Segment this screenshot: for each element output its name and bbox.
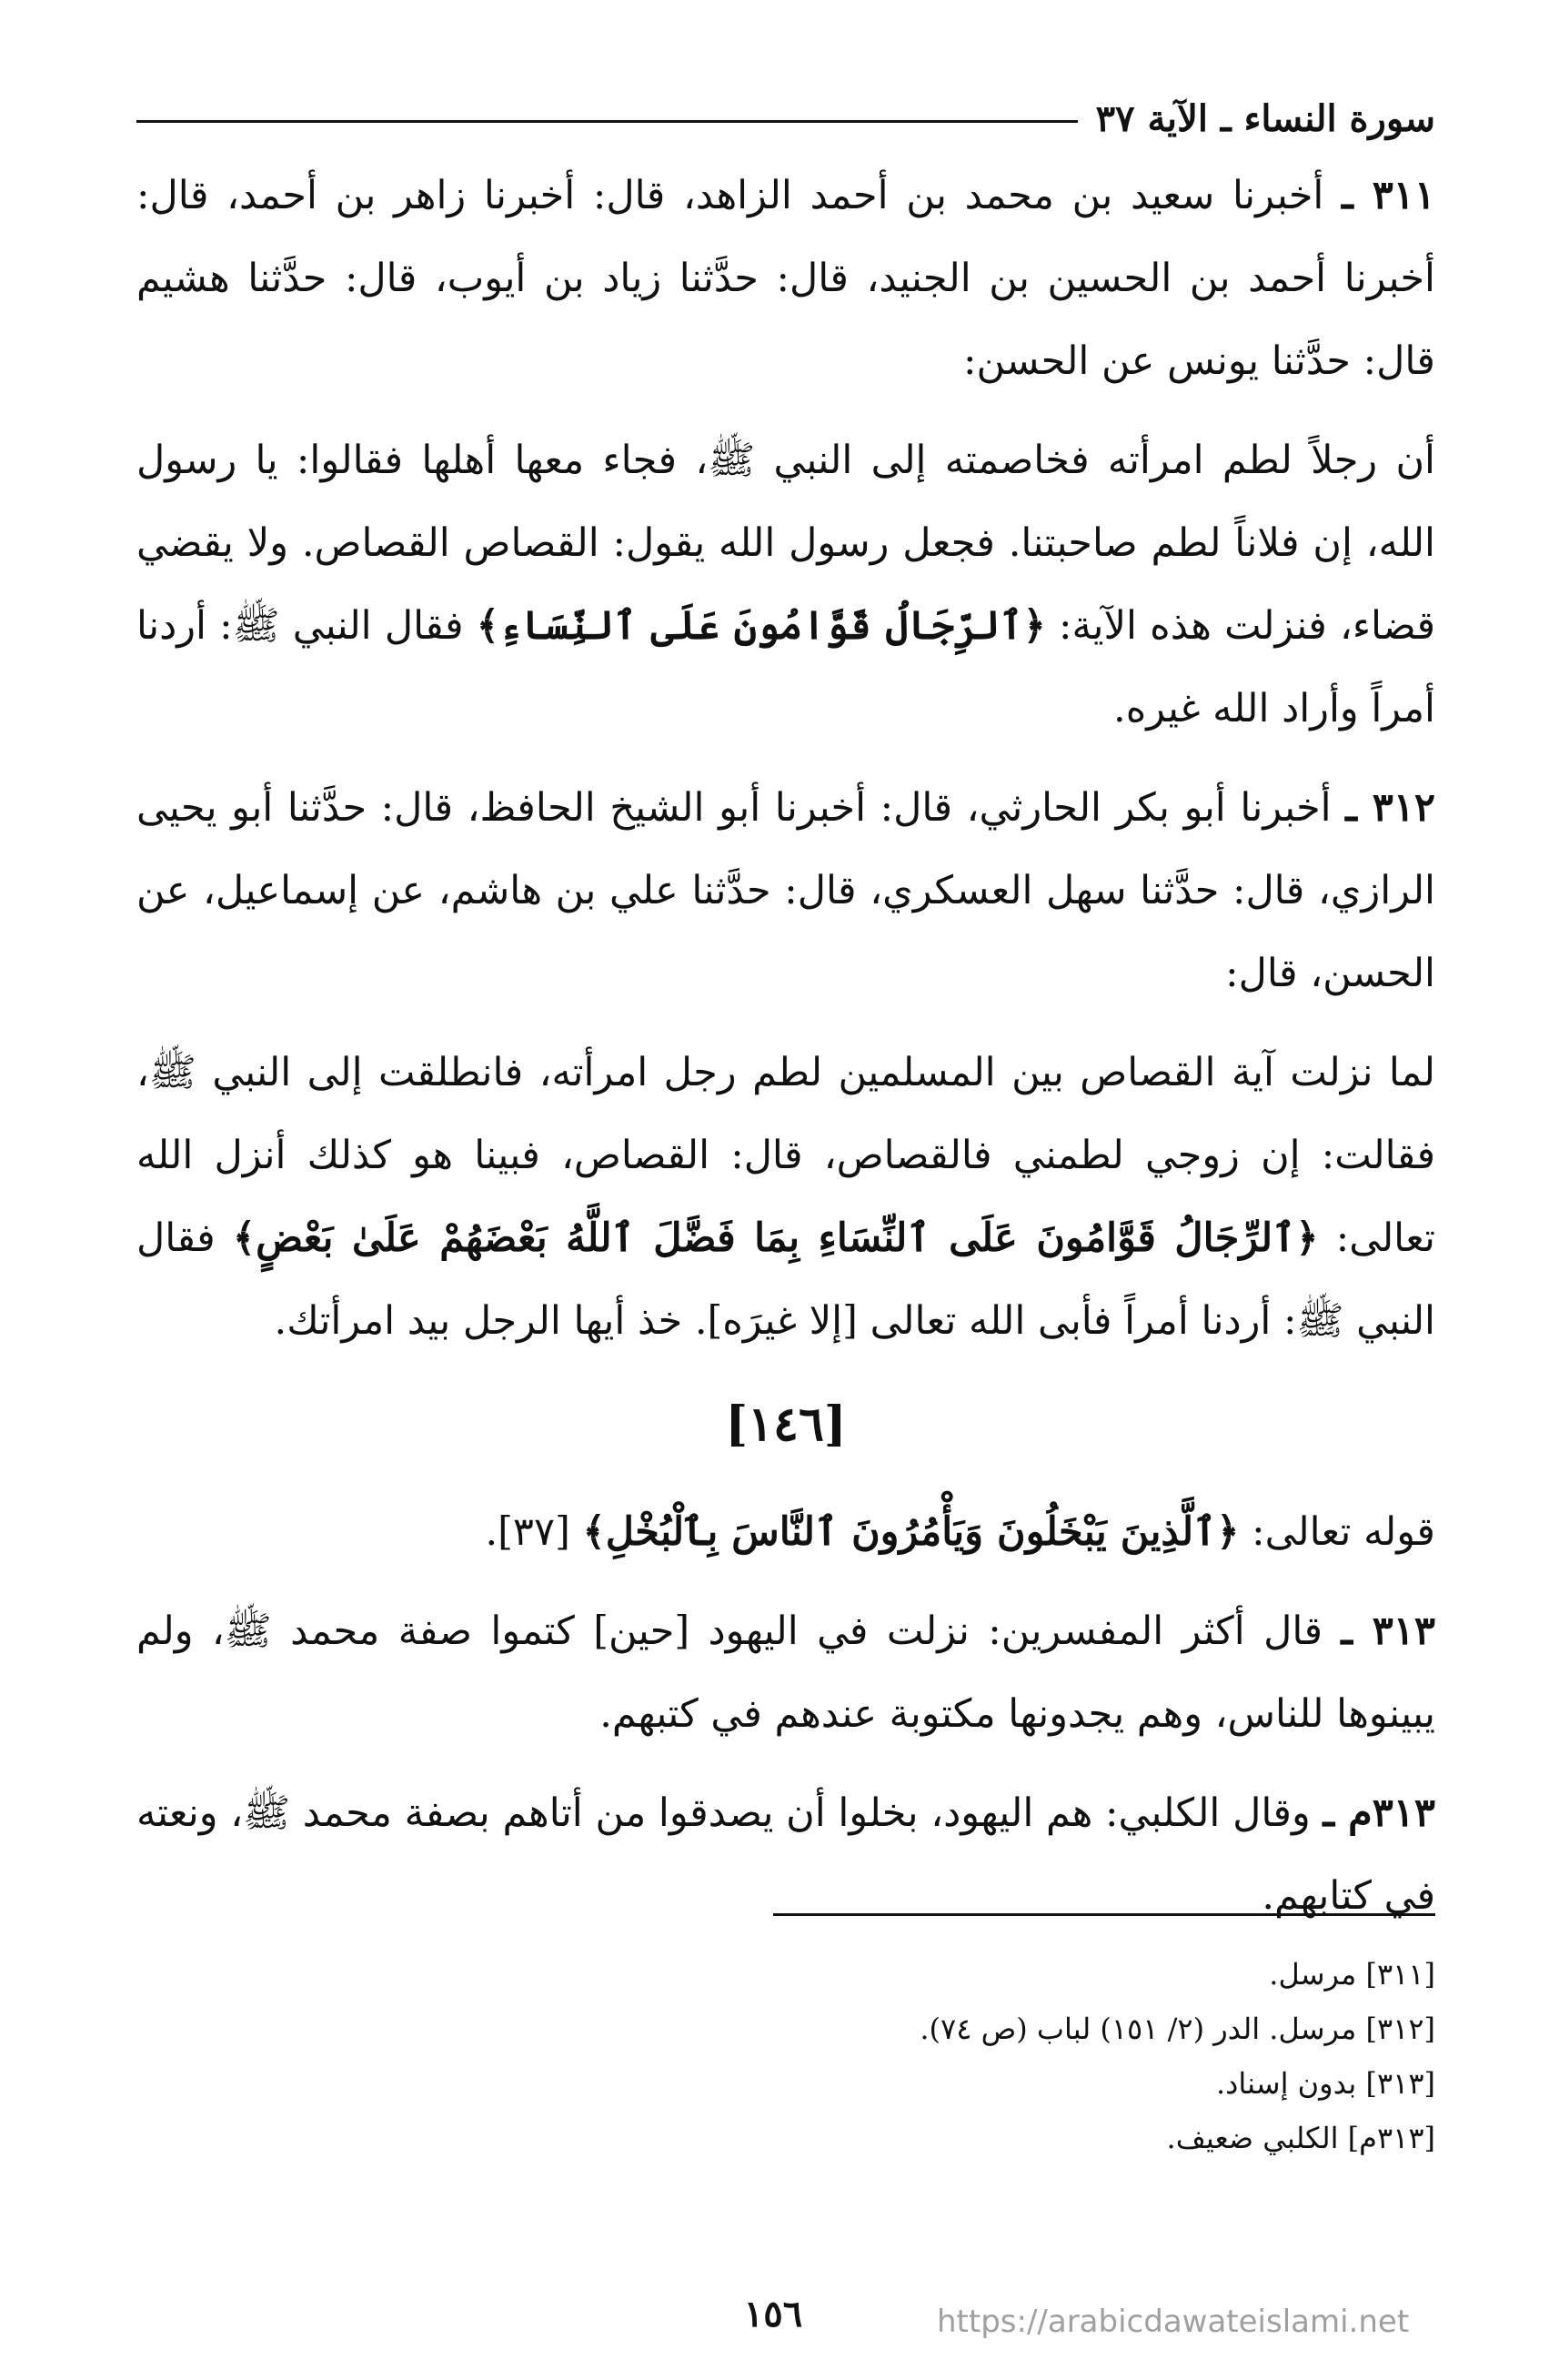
hadith-313 — [136, 1590, 1435, 1756]
running-header — [136, 91, 1435, 146]
hadith-number: ٣١٣ ـ — [1341, 1609, 1435, 1654]
footnote-item: [٣١٣] بدون إسناد. — [1215, 2066, 1435, 2101]
paragraph-text: لما نزلت آية القصاص بين المسلمين لطم رجل امرأته، فانطلقت إلى النبي ﷺ، فقالت: إن زوجي لطمني فالقصاص، قال: القصاص، فبينا هو كذلك أنزل الله تعالى: — [136, 1050, 1435, 1261]
quran-quote: ﴿ٱلرِّجَالُ قَوَّامُونَ عَلَى ٱلنِّسَاءِ بِمَا فَضَّلَ ٱللَّهُ بَعْضَهُمْ عَلَىٰ بَعْضٍ﴾ — [232, 1215, 1319, 1261]
footnote-item: [٣١١] مرسل. — [1269, 1957, 1435, 1992]
verse-heading — [136, 1491, 1435, 1574]
quran-quote: ﴿ٱلرِّجَالُ قَوَّامُونَ عَلَى ٱلنِّسَاءِ﴾ — [476, 603, 1046, 649]
hadith-number: ٣١٣م ـ — [1323, 1790, 1435, 1836]
page-number: ١٥٦ — [743, 2293, 803, 2335]
footnote-item: [٣١٣م] الكلبي ضعيف. — [1166, 2121, 1435, 2155]
section-number: [١٤٦] — [725, 1397, 847, 1452]
main-text — [136, 155, 1435, 1954]
header-rule — [136, 120, 1078, 123]
paragraph-text: أخبرنا سعيد بن محمد بن أحمد الزاهد، قال: أخبرنا زاهر بن أحمد، قال: أخبرنا أحمد بن الحسين بن الجنيد، قال: حدَّثنا زياد بن أيوب، قال: حدَّثنا هشيم قال: حدَّثنا يونس عن الحسن: — [136, 173, 1435, 384]
footnotes — [136, 1947, 1435, 2165]
paragraph-text: أخبرنا أبو بكر الحارثي، قال: أخبرنا أبو الشيخ الحافظ، قال: حدَّثنا أبو يحيى الرازي، قال: حدَّثنا سهل العسكري، قال: حدَّثنا علي بن هاشم، عن إسماعيل، عن الحسن، قال: — [136, 785, 1435, 996]
hadith-311-matn — [136, 419, 1435, 751]
paragraph-text: فقال النبي ﷺ: أردنا أمراً فأبى الله تعالى [إلا غيرَه]. خذ أيها الرجل بيد امرأتك. — [136, 1215, 1435, 1344]
paragraph-text: وقال الكلبي: هم اليهود، بخلوا أن يصدقوا من أتاهم بصفة محمد ﷺ، ونعته في كتابهم. — [136, 1790, 1435, 1919]
watermark-url: https://arabicdawateislami.net — [937, 2304, 1410, 2340]
hadith-311-isnad — [136, 155, 1435, 403]
footnote-item: [٣١٢] مرسل. الدر (٢/ ١٥١) لباب (ص ٧٤). — [920, 2012, 1435, 2046]
paragraph-text: فقال النبي ﷺ: أردنا أمراً وأراد الله غيره. — [136, 603, 1435, 731]
quran-verse: ﴿ٱلَّذِينَ يَبْخَلُونَ وَيَأْمُرُونَ ٱلنَّاسَ بِٱلْبُخْلِ﴾ — [582, 1509, 1240, 1555]
footnote-separator — [773, 1913, 1435, 1916]
hadith-number: ٣١١ ـ — [1342, 173, 1435, 218]
hadith-312-isnad — [136, 767, 1435, 1015]
verse-intro: قوله تعالى: — [1252, 1509, 1435, 1555]
paragraph-text: أن رجلاً لطم امرأته فخاصمته إلى النبي ﷺ، فجاء معها أهلها فقالوا: يا رسول الله، إن فلاناً لطم صاحبتنا. فجعل رسول الله يقول: القصاص القصاص. ولا يقضي قضاء، فنزلت هذه الآية: — [136, 438, 1436, 649]
hadith-number: ٣١٢ ـ — [1345, 785, 1436, 831]
verse-reference: [٣٧]. — [485, 1509, 570, 1555]
paragraph-text: قال أكثر المفسرين: نزلت في اليهود [حين] كتموا صفة محمد ﷺ، ولم يبينوها للناس، وهم يجدونها مكتوبة عندهم في كتبهم. — [136, 1609, 1435, 1737]
hadith-312-matn — [136, 1032, 1435, 1363]
running-title: سورة النساء ـ الآية ٣٧ — [1095, 96, 1435, 140]
